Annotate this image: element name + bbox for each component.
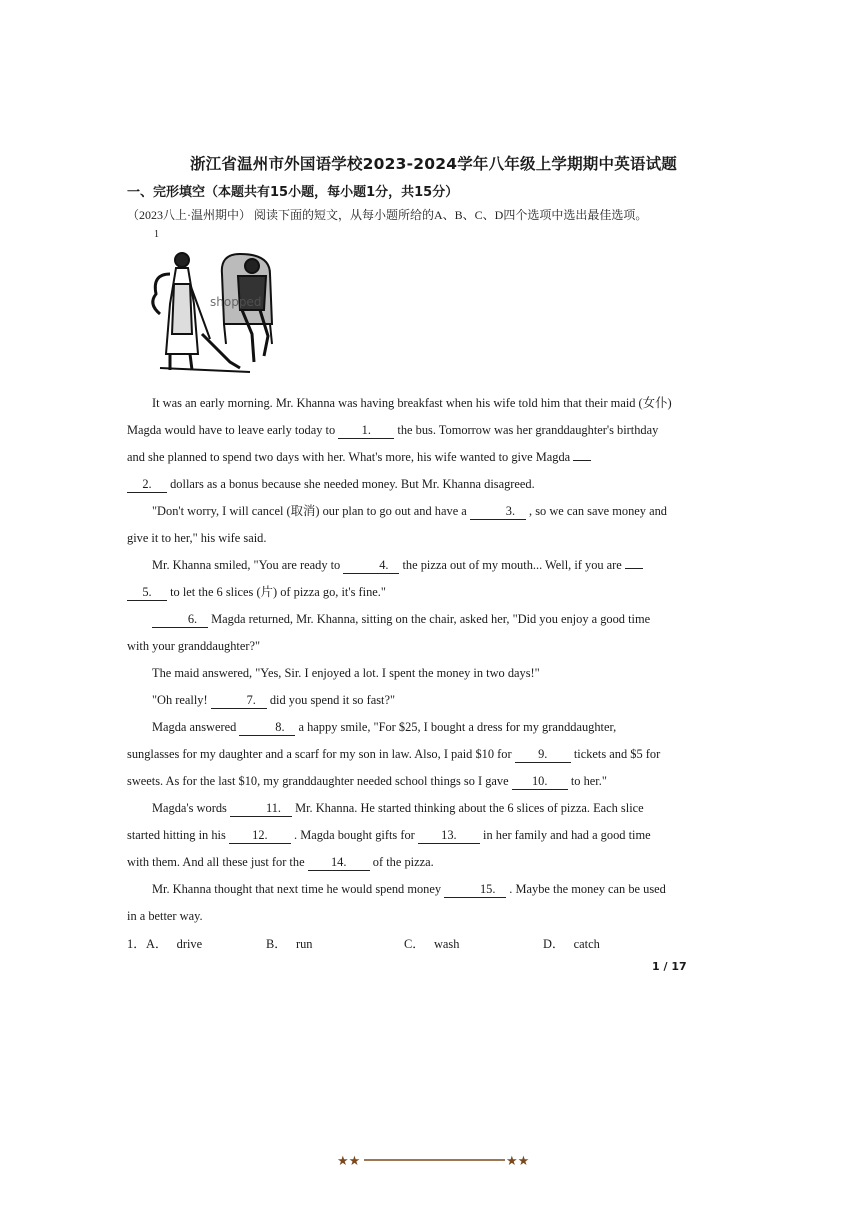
option-b[interactable]: B． run <box>266 937 313 951</box>
question-number: 1 <box>154 229 159 240</box>
passage-paragraph-4: 6. Magda returned, Mr. Khanna, sitting on the chair, asked her, "Did you enjoy a good time with your granddaughter?" <box>127 612 651 653</box>
blank-8: 8. <box>239 720 295 736</box>
footer-stars-right: ★★ <box>506 1154 530 1169</box>
section-heading: 一、完形填空（本题共有15小题，每小题1分，共15分） <box>127 185 459 200</box>
footer-ornament <box>337 1150 533 1170</box>
illustration-watermark: shopped <box>210 295 262 309</box>
footer-stars-left: ★★ <box>337 1154 361 1169</box>
blank-2: 2. <box>127 477 167 493</box>
blank-2-start <box>573 460 591 461</box>
blank-14: 14. <box>308 855 370 871</box>
blank-9: 9. <box>515 747 571 763</box>
maid-and-man-illustration <box>140 244 290 384</box>
blank-5-start <box>625 568 643 569</box>
passage-paragraph-5: The maid answered, "Yes, Sir. I enjoyed a lot. I spent the money in two days!" <box>152 666 540 680</box>
document-title: 浙江省温州市外国语学校2023-2024学年八年级上学期期中英语试题 <box>189 155 677 173</box>
blank-3: 3. <box>470 504 526 520</box>
passage-paragraph-9: Mr. Khanna thought that next time he would spend money 15. . Maybe the money can be used in a better way. <box>127 882 666 923</box>
blank-11: 11. <box>230 801 292 817</box>
passage-paragraph-2: "Don't worry, I will cancel (取消) our plan to go out and have a 3. , so we can save money and give it to her," his wife said. <box>127 504 667 545</box>
blank-7: 7. <box>211 693 267 709</box>
passage-paragraph-1: It was an early morning. Mr. Khanna was having breakfast when his wife told him that their maid (女仆) Magda would have to leave early today to 1. the bus. Tomorrow was her granddaughter's birthday and she planned to spend two days with her. What's more, his wife wanted to give Magda 2. dollars as a bonus because she needed money. But Mr. Khanna disagreed. <box>127 396 672 491</box>
source-note: （2023八上·温州期中） 阅读下面的短文，从每小题所给的A、B、C、D四个选项中选出最佳选项。 <box>127 208 648 222</box>
option-a[interactable]: A． drive <box>146 937 203 951</box>
blank-6: 6. <box>152 612 208 628</box>
option-d[interactable]: D． catch <box>543 937 600 951</box>
options-number: 1． <box>127 937 146 951</box>
blank-15: 15. <box>444 882 506 898</box>
blank-1: 1. <box>338 423 394 439</box>
passage-paragraph-8: Magda's words 11. Mr. Khanna. He started thinking about the 6 slices of pizza. Each slice started hitting in his 12. . Magda bought gifts for 13. in her family and had a good time with them. And all these just for the 14. of the pizza. <box>127 801 651 869</box>
page-number: 1 / 17 <box>652 960 687 973</box>
passage-paragraph-7: Magda answered 8. a happy smile, "For $25, I bought a dress for my granddaughter, sunglasses for my daughter and a scarf for my son in law. Also, I paid $10 for 9. tickets and $5 for sweets. As for the last $10, my granddaughter needed school things so I gave 10. to her." <box>127 720 661 788</box>
blank-12: 12. <box>229 828 291 844</box>
passage-paragraph-6: "Oh really! 7. did you spend it so fast?" <box>152 693 396 707</box>
blank-5: 5. <box>127 585 167 601</box>
blank-10: 10. <box>512 774 568 790</box>
blank-13: 13. <box>418 828 480 844</box>
option-c[interactable]: C． wash <box>404 937 460 951</box>
blank-4: 4. <box>343 558 399 574</box>
passage-paragraph-3: Mr. Khanna smiled, "You are ready to 4. the pizza out of my mouth... Well, if you are 5. to let the 6 slices (片) of pizza go, it's fine." <box>127 552 697 606</box>
